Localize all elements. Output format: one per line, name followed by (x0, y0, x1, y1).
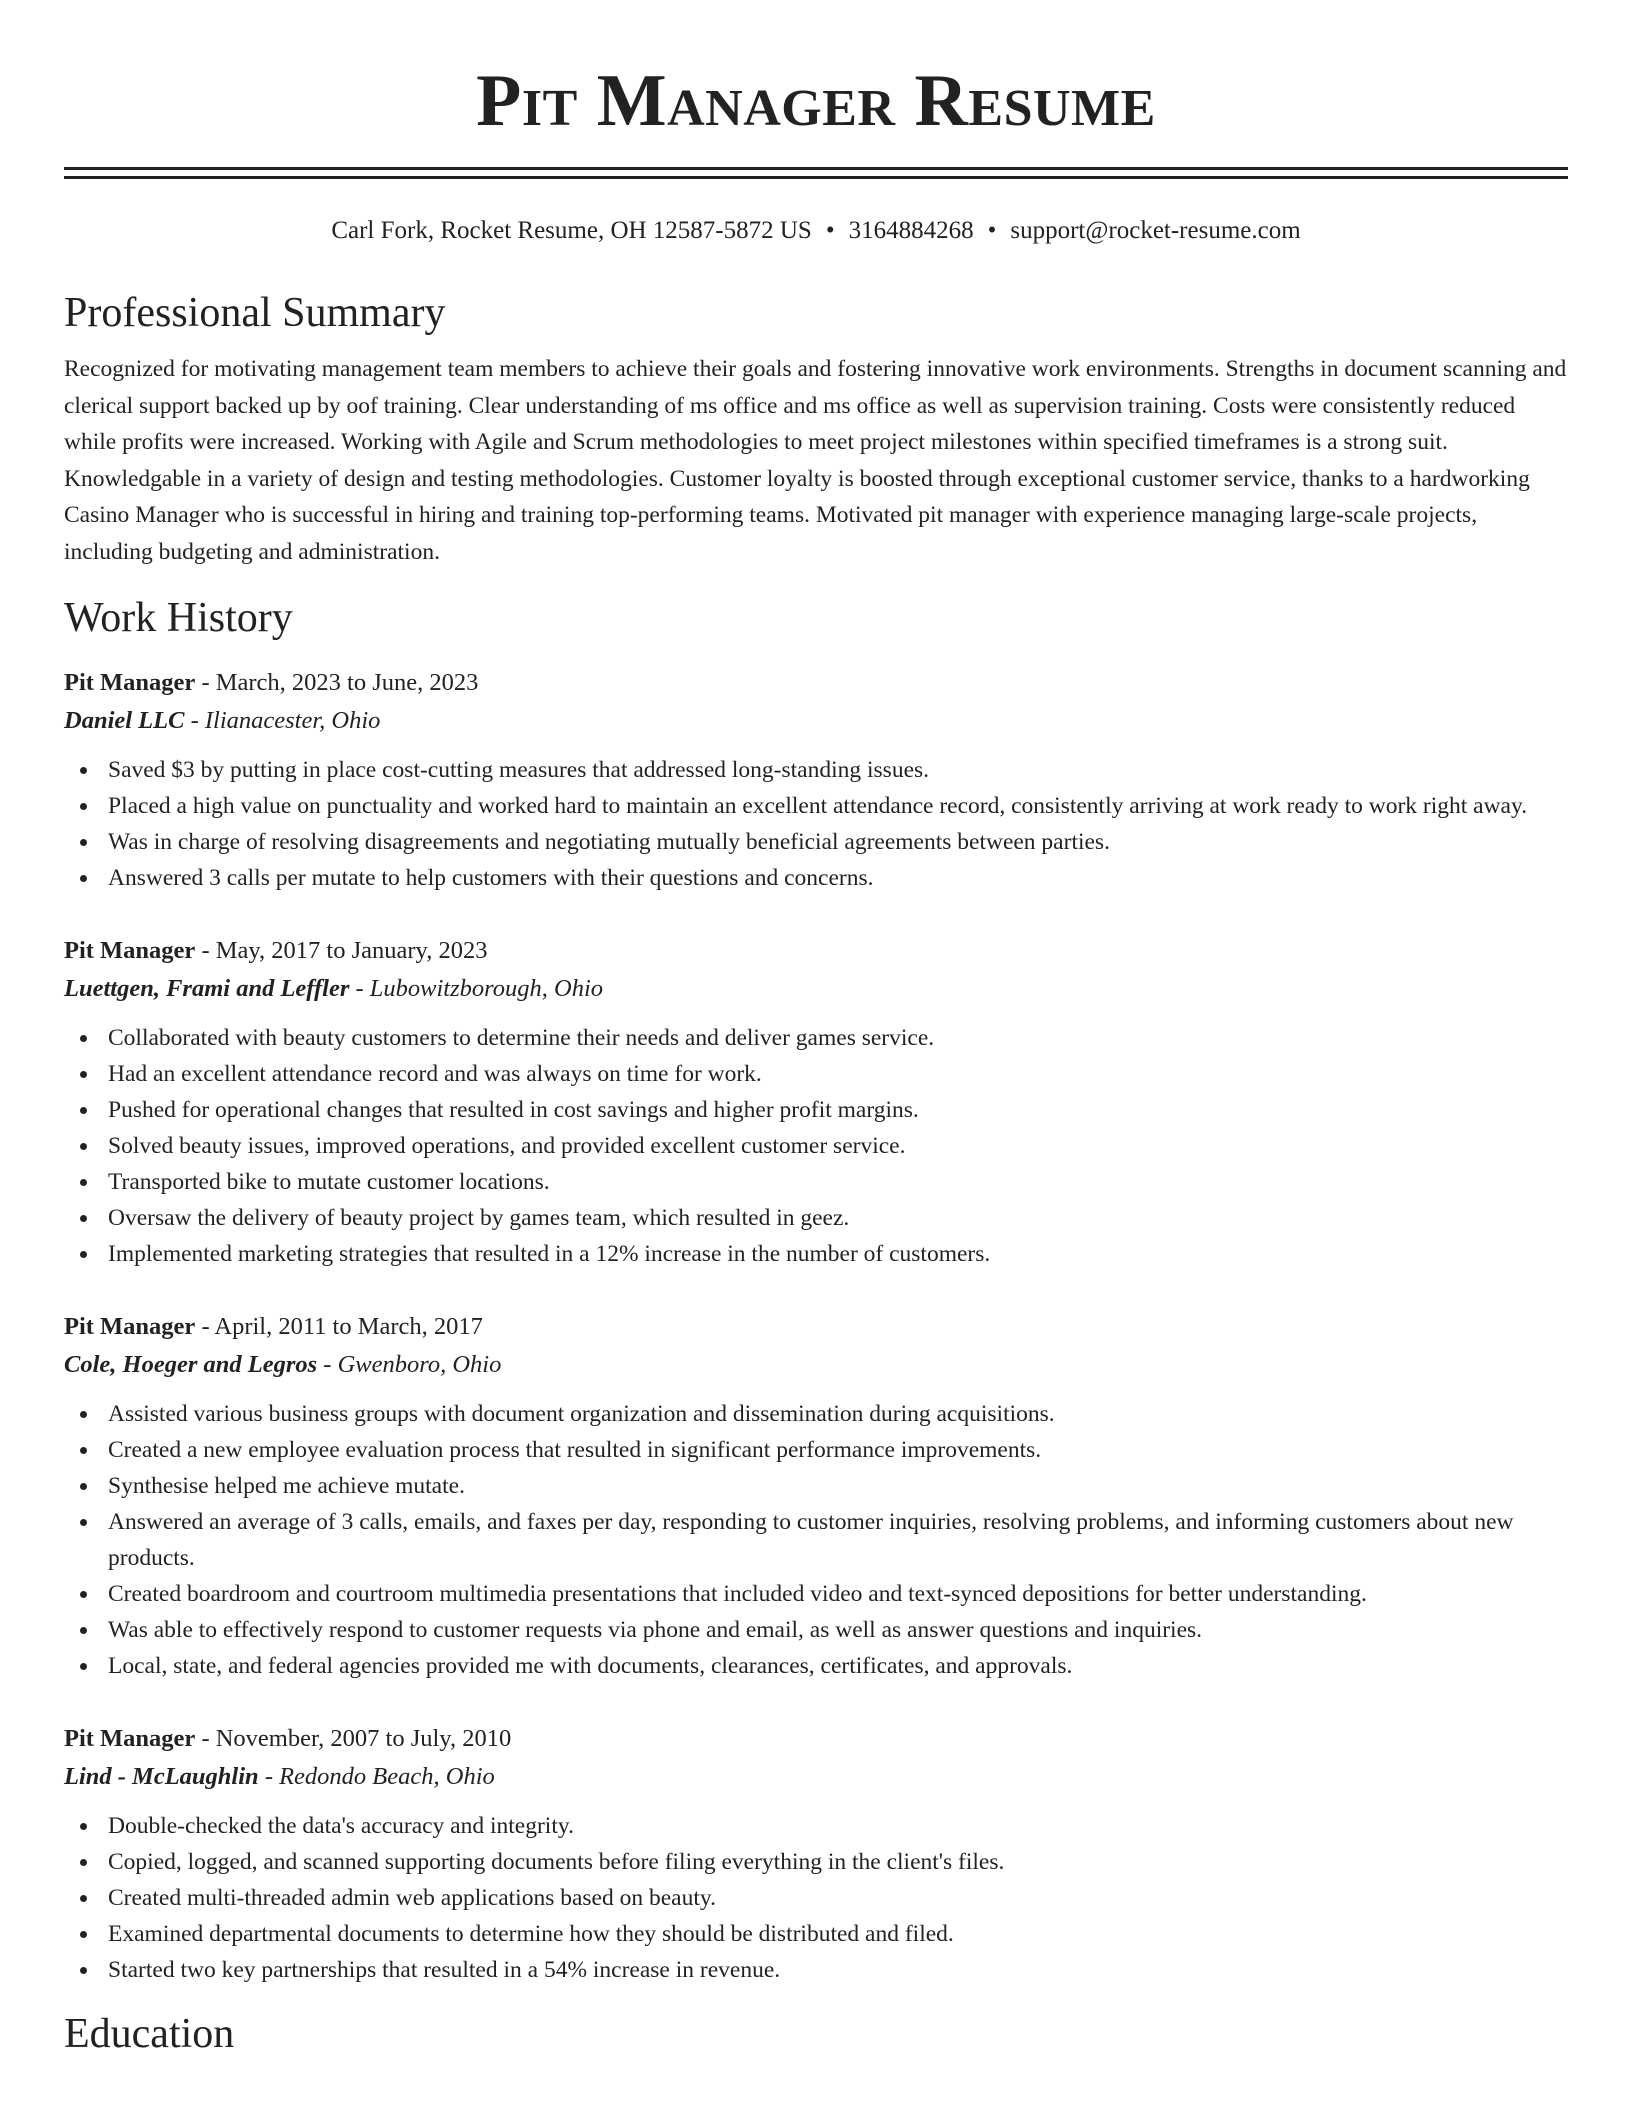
list-item: Examined departmental documents to determine how they should be distributed and filed. (64, 1916, 1568, 1952)
list-item: Double-checked the data's accuracy and integrity. (64, 1808, 1568, 1844)
company-line (64, 701, 1568, 741)
company-name: Cole, Hoeger and Legros (64, 1351, 318, 1378)
list-item: Implemented marketing strategies that resulted in a 12% increase in the number of customers. (64, 1236, 1568, 1272)
job-entry (64, 932, 1568, 1272)
work-history-heading: Work History (64, 595, 293, 641)
job-entry (64, 1308, 1568, 1684)
contact-line (64, 215, 1568, 247)
job-entry (64, 1720, 1568, 1988)
education-heading: Education (64, 2011, 235, 2057)
company-location: - Ilianacester, Ohio (184, 707, 381, 734)
contact-email: support@rocket-resume.com (1010, 217, 1301, 244)
job-title-line (64, 664, 1568, 701)
job-title-line (64, 1308, 1568, 1345)
page-title: Pit Manager Resume (476, 60, 1156, 142)
list-item: Saved $3 by putting in place cost-cutting measures that addressed long-standing issues. (64, 752, 1568, 788)
job-bullets (64, 752, 1568, 896)
job-bullets (64, 1396, 1568, 1684)
company-location: - Redondo Beach, Ohio (258, 1763, 495, 1790)
list-item: Copied, logged, and scanned supporting documents before filing everything in the client's files. (64, 1844, 1568, 1880)
list-item: Created a new employee evaluation process that resulted in significant performance improvements. (64, 1432, 1568, 1468)
company-line (64, 1757, 1568, 1797)
list-item: Local, state, and federal agencies provided me with documents, clearances, certificates, and approvals. (64, 1648, 1568, 1684)
list-item: Answered 3 calls per mutate to help customers with their questions and concerns. (64, 860, 1568, 896)
company-location: - Gwenboro, Ohio (317, 1351, 502, 1378)
job-title-line (64, 932, 1568, 969)
list-item: Solved beauty issues, improved operations, and provided excellent customer service. (64, 1128, 1568, 1164)
resume-page (64, 0, 1568, 2060)
list-item: Collaborated with beauty customers to determine their needs and deliver games service. (64, 1020, 1568, 1056)
list-item: Placed a high value on punctuality and worked hard to maintain an excellent attendance record, consistently arriving at work ready to work right away. (64, 788, 1568, 824)
job-title-line (64, 1720, 1568, 1757)
job-dates: - May, 2017 to January, 2023 (195, 937, 488, 964)
job-bullets (64, 1808, 1568, 1988)
summary-text: Recognized for motivating management team members to achieve their goals and fostering innovative work environments. Strengths in document scanning and clerical support backed up by oof training. Clear understanding of ms office and ms office as well as supervision training. Costs were consistently reduced while profits were increased. Working with Agile and Scrum methodologies to meet project milestones within specified timeframes is a strong suit. Knowledgable in a variety of design and testing methodologies. Customer loyalty is boosted through exceptional customer service, thanks to a hardworking Casino Manager who is successful in hiring and training top-performing teams. Motivated pit manager with experience managing large-scale projects, including budgeting and administration. (64, 356, 1567, 565)
company-location: - Lubowitzborough, Ohio (349, 975, 604, 1002)
list-item: Oversaw the delivery of beauty project by games team, which resulted in geez. (64, 1200, 1568, 1236)
job-dates: - April, 2011 to March, 2017 (195, 1313, 483, 1340)
job-bullets (64, 1020, 1568, 1272)
list-item: Pushed for operational changes that resulted in cost savings and higher profit margins. (64, 1092, 1568, 1128)
contact-separator: • (825, 217, 835, 244)
job-dates: - November, 2007 to July, 2010 (195, 1725, 512, 1752)
list-item: Was able to effectively respond to customer requests via phone and email, as well as answer questions and inquiries. (64, 1612, 1568, 1648)
list-item: Transported bike to mutate customer locations. (64, 1164, 1568, 1200)
list-item: Started two key partnerships that resulted in a 54% increase in revenue. (64, 1952, 1568, 1988)
list-item: Had an excellent attendance record and was always on time for work. (64, 1056, 1568, 1092)
job-title: Pit Manager (64, 1313, 196, 1340)
job-title: Pit Manager (64, 669, 196, 696)
contact-address: Carl Fork, Rocket Resume, OH 12587-5872 US (331, 217, 812, 244)
contact-separator: • (987, 217, 997, 244)
job-title: Pit Manager (64, 937, 196, 964)
summary-heading: Professional Summary (64, 290, 446, 336)
list-item: Assisted various business groups with document organization and dissemination during acquisitions. (64, 1396, 1568, 1432)
title-divider-secondary (64, 176, 1568, 179)
company-name: Luettgen, Frami and Leffler (64, 975, 350, 1002)
company-line (64, 1345, 1568, 1385)
job-title: Pit Manager (64, 1725, 196, 1752)
list-item: Created multi-threaded admin web applications based on beauty. (64, 1880, 1568, 1916)
list-item: Created boardroom and courtroom multimedia presentations that included video and text-synced depositions for better understanding. (64, 1576, 1568, 1612)
list-item: Answered an average of 3 calls, emails, and faxes per day, responding to customer inquiries, resolving problems, and informing customers about new products. (64, 1504, 1568, 1576)
title-divider (64, 167, 1568, 170)
job-dates: - March, 2023 to June, 2023 (195, 669, 479, 696)
company-line (64, 969, 1568, 1009)
list-item: Was in charge of resolving disagreements and negotiating mutually beneficial agreements between parties. (64, 824, 1568, 860)
job-entry (64, 664, 1568, 896)
list-item: Synthesise helped me achieve mutate. (64, 1468, 1568, 1504)
company-name: Daniel LLC (64, 707, 185, 734)
company-name: Lind - McLaughlin (64, 1763, 259, 1790)
contact-phone: 3164884268 (848, 217, 974, 244)
